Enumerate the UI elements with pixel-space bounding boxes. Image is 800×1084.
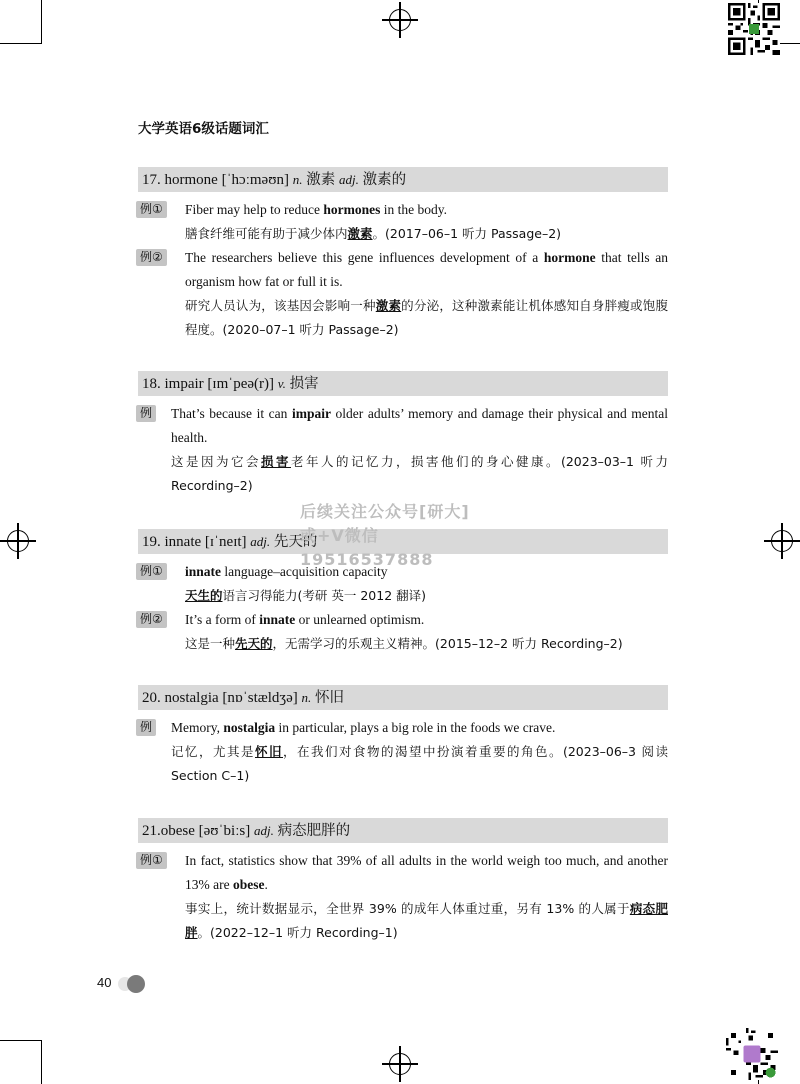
example-english: Fiber may help to reduce hormones in the body.	[185, 202, 447, 217]
crop-mark	[0, 1040, 42, 1041]
example-translation: 事实上，统计数据显示，全世界 39% 的成年人体重过重，另有 13% 的人属于病态肥胖。(2022–12–1 听力 Recording–1)	[185, 901, 668, 940]
keyword-translation: 怀旧	[255, 744, 283, 759]
keyword: hormone	[543, 250, 596, 265]
entry-header	[138, 685, 668, 710]
keyword-translation: 激素	[375, 298, 402, 313]
crop-mark	[41, 1040, 42, 1084]
example-translation: 这是因为它会损害老年人的记忆力，损害他们的身心健康。(2023–03–1 听力 Recording–2)	[171, 454, 668, 493]
definition: 怀旧	[314, 690, 344, 706]
example-label: 例	[136, 405, 156, 422]
part-of-speech: n.	[301, 690, 312, 705]
example	[138, 608, 668, 656]
headword: 21.obese [əʊˈbiːs]	[142, 823, 251, 839]
example-label: 例	[136, 719, 156, 736]
example-label: 例②	[136, 611, 167, 628]
registration-mark	[764, 523, 800, 559]
example-english: The researchers believe this gene influences development of a hormone that tells an organism how fat or full it is.	[185, 250, 668, 289]
example-label: 例①	[136, 852, 167, 869]
crop-mark	[41, 0, 42, 44]
page-number: 40	[97, 975, 112, 990]
example-english: innate language–acquisition capacity	[185, 564, 388, 579]
headword: 20. nostalgia [nɒˈstældʒə]	[142, 690, 298, 706]
example-label: 例①	[136, 201, 167, 218]
crop-mark	[0, 43, 42, 44]
example-label: 例①	[136, 563, 167, 580]
keyword-translation: 病态肥胖	[185, 901, 668, 940]
part-of-speech: adj.	[250, 534, 271, 549]
page-ornament	[127, 975, 145, 993]
example	[138, 849, 668, 945]
qr-code-top	[728, 3, 780, 55]
definition: 激素	[306, 172, 336, 188]
keyword: nostalgia	[223, 720, 276, 735]
headword: 19. innate [ɪˈneɪt]	[142, 534, 247, 550]
part-of-speech: n.	[292, 172, 303, 187]
vocab-entry-obese	[138, 818, 668, 945]
example-translation: 记忆，尤其是怀旧，在我们对食物的渴望中扮演着重要的角色。(2023–06–3 阅读 Section C–1)	[171, 744, 668, 783]
example	[138, 198, 668, 246]
definition: 先天的	[273, 534, 318, 550]
part-of-speech: adj.	[253, 823, 274, 838]
keyword-translation: 激素	[347, 226, 373, 241]
example-english: Memory, nostalgia in particular, plays a big role in the foods we crave.	[171, 720, 556, 735]
definition: 损害	[289, 376, 319, 392]
entry-header	[138, 167, 668, 192]
registration-mark	[382, 2, 418, 38]
watermark-line: 后续关注公众号[研大]	[300, 502, 470, 521]
headword: 17. hormone [ˈhɔːməʊn]	[142, 172, 289, 188]
keyword: innate	[185, 564, 222, 579]
example	[138, 246, 668, 342]
registration-mark	[382, 1046, 418, 1082]
watermark-line: 或+V微信19516537888	[300, 526, 434, 569]
watermark	[300, 500, 510, 572]
part-of-speech: v.	[277, 376, 286, 391]
part-of-speech: adj.	[338, 172, 359, 187]
vocab-entry-impair	[138, 371, 668, 498]
keyword: impair	[291, 406, 331, 421]
registration-mark	[0, 523, 36, 559]
example	[138, 402, 668, 498]
example-translation: 研究人员认为，该基因会影响一种激素的分泌，这种激素能让机体感知自身胖瘦或饱腹程度。(2020–07–1 听力 Passage–2)	[185, 298, 668, 337]
keyword: obese	[232, 877, 265, 892]
example-english: In fact, statistics show that 39% of all adults in the world weigh too much, and another 13% are obese.	[185, 853, 668, 892]
example-translation: 膳食纤维可能有助于减少体内激素。(2017–06–1 听力 Passage–2)	[185, 226, 562, 241]
book-title: 大学英语6级话题词汇	[138, 121, 269, 137]
keyword-translation: 损害	[261, 454, 291, 469]
keyword: innate	[259, 612, 296, 627]
keyword-translation: 先天的	[235, 636, 273, 651]
definition: 激素的	[362, 172, 407, 188]
example	[138, 716, 668, 788]
entry-header	[138, 371, 668, 396]
keyword-translation: 天生的	[185, 588, 223, 603]
example-english: It’s a form of innate or unlearned optimism.	[185, 612, 425, 627]
qr-code-bottom	[726, 1028, 778, 1080]
example-translation: 这是一种先天的，无需学习的乐观主义精神。(2015–12–2 听力 Recording–2)	[185, 636, 623, 651]
example-english: That’s because it can impair older adults’ memory and damage their physical and mental health.	[171, 406, 668, 445]
example-translation: 天生的语言习得能力(考研 英一 2012 翻译)	[185, 588, 427, 603]
vocab-entry-hormone	[138, 167, 668, 342]
headword: 18. impair [ɪmˈpeə(r)]	[142, 376, 275, 392]
entry-header	[138, 818, 668, 843]
vocab-entry-nostalgia	[138, 685, 668, 788]
keyword: hormones	[323, 202, 381, 217]
example-label: 例②	[136, 249, 167, 266]
definition: 病态肥胖的	[277, 823, 351, 839]
